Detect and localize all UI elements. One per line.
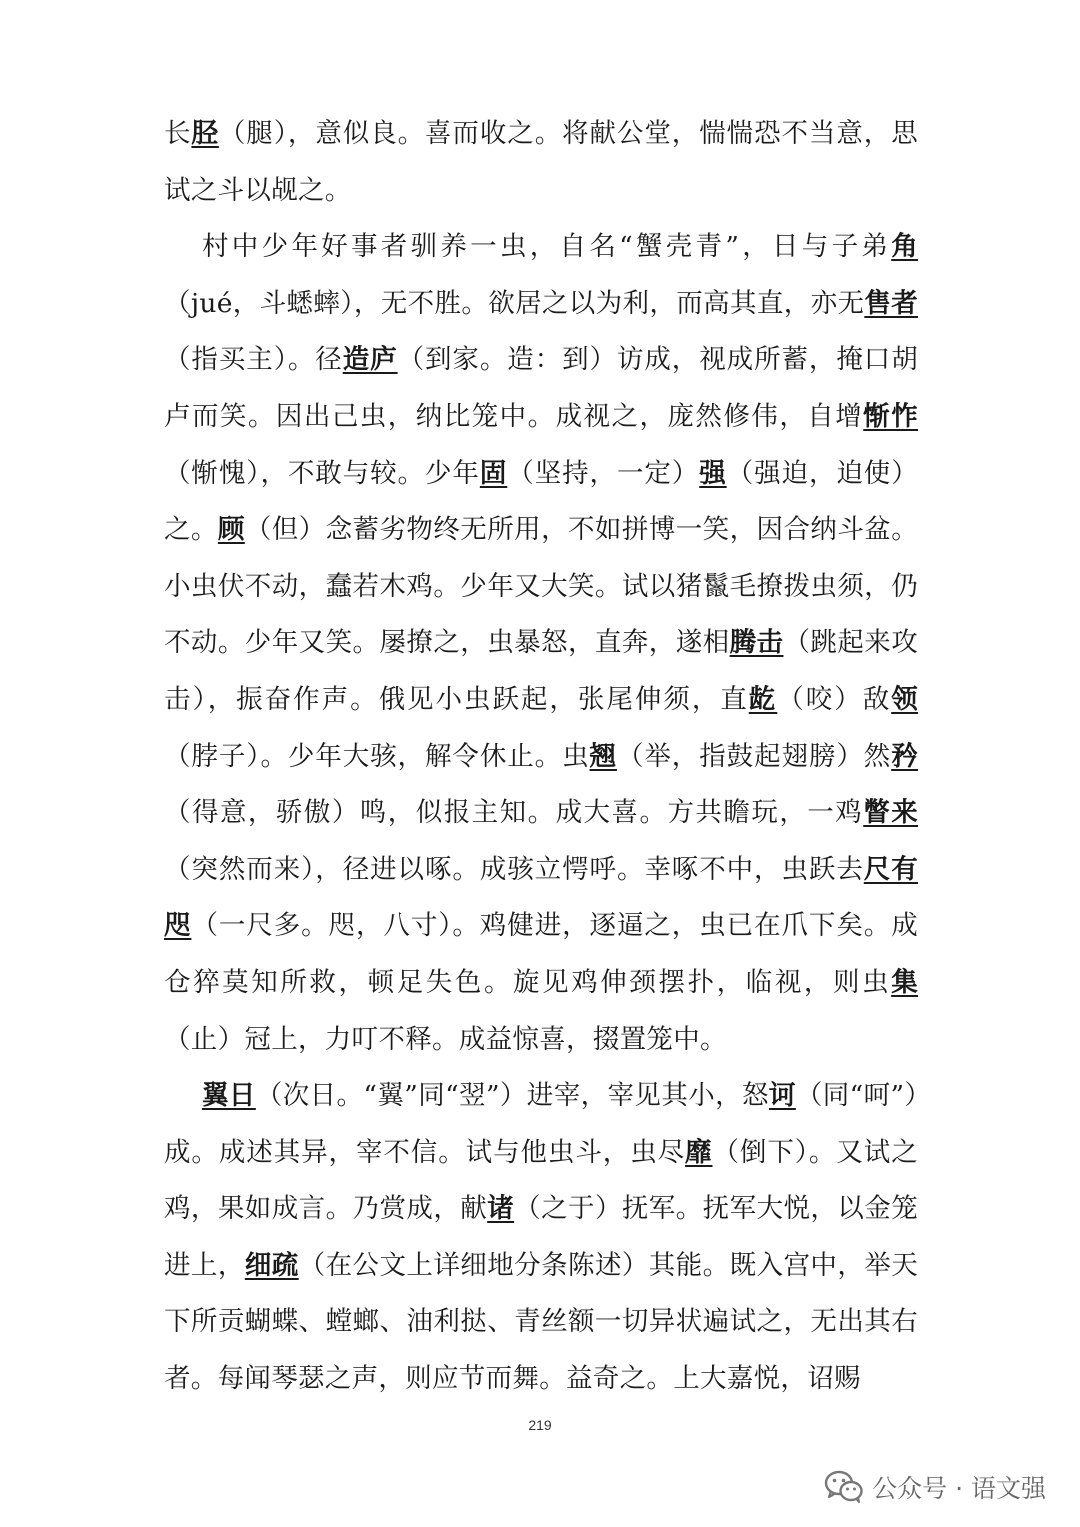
glossed-term: 胫 [191,118,219,149]
text-run: （同“呵”）成。成述其异，宰不信。试与他虫斗，虫尽 [164,1080,918,1168]
text-run: （咬）敌 [777,683,892,715]
glossed-term: 翘 [589,740,617,772]
text-run: （跳起来攻击），振奋作声。俄见小虫跃起，张尾伸须，直 [164,627,918,715]
glossed-term: 造庐 [342,344,398,376]
text-run: （得意，骄傲）鸣，似报主知。成大喜。方共瞻玩，一鸡 [164,797,864,829]
page-number: 219 [528,1417,552,1433]
glossed-term: 顾 [217,514,245,546]
glossed-term: 尺有咫 [164,853,918,942]
text-run: （举，指鼓起翅膀）然 [616,740,892,772]
text-run: 长 [164,118,192,149]
text-run: （脖子）。少年大骇，解令休止。虫 [164,740,590,772]
glossed-term: 靡 [685,1136,713,1168]
text-run: （腿），意似良。喜而收之。将献公堂，惴惴恐不当意，思试之斗以觇之。 [164,118,918,206]
glossed-term: 细疏 [244,1249,299,1281]
glossed-term: 集 [891,966,918,998]
text-run: （强迫，迫使）之。 [164,457,919,546]
text-run: （jué，斗蟋蟀），无不胜。欲居之以为利，而高其直，亦无 [164,287,865,319]
glossed-term: 翼日 [202,1080,256,1112]
text-run: 村中少年好事者驯养一虫，自名“蟹壳青”，日与子弟 [202,231,892,263]
text-run: （到家。造：到）访成，视成所蓄，掩口胡卢而笑。因出己虫，纳比笼中。成视之，庞然修伟，自增 [164,344,918,432]
text-run: （一尺多。咫，八寸）。鸡健进，逐逼之，虫已在爪下矣。成仓猝莫知所救，顿足失色。旋见鸡伸颈摆扑，临视，则虫 [164,910,918,998]
text-run: （止）冠上，力叮不释。成益惊喜，掇置笼中。 [164,1023,727,1055]
glossed-term: 固 [479,457,508,489]
glossed-term: 诃 [768,1080,796,1112]
account-watermark [824,1467,1046,1507]
text-run: （突然而来），径进以啄。成骇立愕呼。幸啄不中，虫跃去 [164,853,864,885]
glossed-term: 领 [891,683,918,715]
text-run: （指买主）。径 [164,344,343,376]
glossed-term: 强 [699,457,727,489]
text-run: （次日。“翼”同“翌”）进宰，宰见其小，怒 [255,1080,769,1112]
glossed-term: 售者 [864,287,918,319]
glossed-term: 惭怍 [863,400,919,432]
glossed-term: 诸 [487,1193,515,1225]
glossed-term: 龁 [748,683,778,715]
watermark-text: 公众号 · 语文强 [872,1474,1046,1503]
glossed-term: 矜 [891,740,918,772]
text-run: （惭愧），不敢与较。少年 [164,457,480,489]
text-run: （但）念蓄劣物终无所用，不如拼博一笑，因合纳斗盆。小虫伏不动，蠢若木鸡。少年又大笑。试以猪鬣毛撩拨虫须，仍不动。少年又笑。屡撩之，虫暴怒，直奔，遂相 [164,514,918,659]
glossed-term: 瞥来 [863,797,919,829]
wechat-icon [824,1470,864,1504]
text-run: （之于）抚军。抚军大悦，以金笼进上， [164,1193,918,1281]
paragraph [164,219,918,1068]
paragraph [164,1068,918,1408]
article-body [164,106,918,1408]
glossed-term: 腾击 [729,627,784,659]
text-run: （坚持，一定） [507,457,700,489]
text-run: （在公文上详细地分条陈述）其能。既入宫中，举天下所贡蝴蝶、螳螂、油利挞、青丝额一切异状遍试之，无出其右者。每闻琴瑟之声，则应节而舞。益奇之。上大嘉悦，诏赐 [164,1249,919,1395]
glossed-term: 角 [891,231,918,263]
text-run: （倒下）。又试之鸡，果如成言。乃赏成，献 [164,1136,918,1225]
paragraph [164,106,918,219]
